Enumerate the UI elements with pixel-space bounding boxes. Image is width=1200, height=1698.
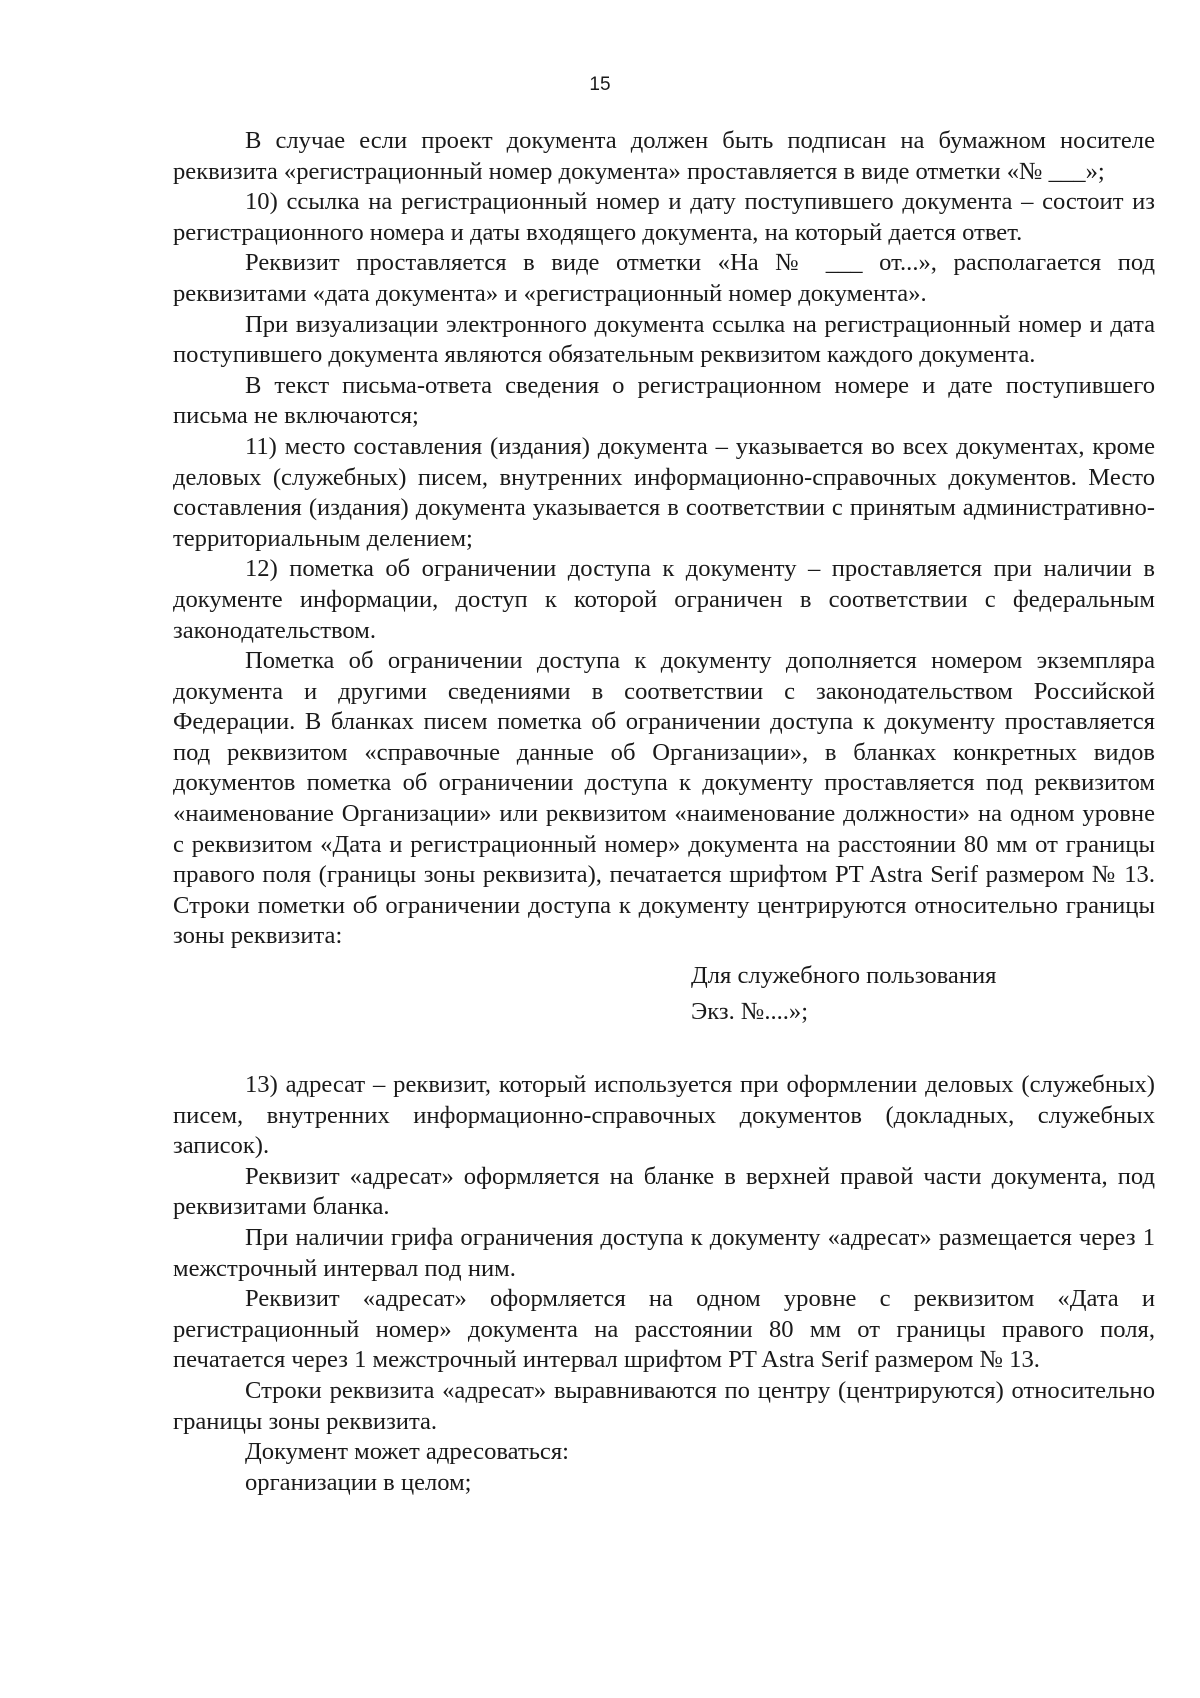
paragraph: Реквизит «адресат» оформляется на бланке в верхней правой части документа, под реквизитами бланка. — [173, 1162, 1155, 1221]
paragraph: В случае если проект документа должен быть подписан на бумажном носителе реквизита «регистрационный номер документа» проставляется в виде отметки «№ ___»; — [173, 127, 1155, 185]
paragraph: 12) пометка об ограничении доступа к документу – проставляется при наличии в документе информации, доступ к которой ограничен в соответствии с федеральным законодательством. — [173, 555, 1155, 644]
document-body — [173, 126, 1155, 1498]
page-number: 15 — [589, 74, 611, 95]
paragraph: Реквизит проставляется в виде отметки «На № ___ от...», располагается под реквизитами «дата документа» и «регистрационный номер документа». — [173, 249, 1155, 307]
paragraph: Пометка об ограничении доступа к документу дополняется номером экземпляра документа и другими сведениями в соответствии с законодательством Российской Федерации. В бланках писем пометка об ограничении доступа к документу проставляется под реквизитом «справочные данные об Организации», в бланках конкретных видов документов пометка об ограничении доступа к документу проставляется под реквизитом «наименование Организации» или реквизитом «наименование должности» на одном уровне с реквизитом «Дата и регистрационный номер» документа на расстоянии 80 мм от границы правого поля (границы зоны реквизита), печатается шрифтом PT Astra Serif размером № 13. Строки пометки об ограничении доступа к документу центрируются относительно границы зоны реквизита: — [173, 647, 1155, 950]
restriction-stamp — [691, 958, 1155, 1030]
paragraph: Реквизит «адресат» оформляется на одном уровне с реквизитом «Дата и регистрационный номер» документа на расстоянии 80 мм от границы правого поля, печатается через 1 межстрочный интервал шрифтом PT Astra Serif размером № 13. — [173, 1285, 1155, 1374]
list-item: организации в целом; — [245, 1468, 472, 1496]
paragraph: 13) адресат – реквизит, который используется при оформлении деловых (служебных) писем, внутренних информационно-справочных документов (докладных, служебных записок). — [173, 1071, 1155, 1160]
paragraph: При наличии грифа ограничения доступа к документу «адресат» размещается через 1 межстрочный интервал под ним. — [173, 1224, 1155, 1282]
paragraph: При визуализации электронного документа ссылка на регистрационный номер и дата поступившего документа являются обязательным реквизитом каждого документа. — [173, 310, 1155, 369]
stamp-line: Для служебного пользования — [691, 962, 997, 990]
stamp-line: Экз. №....»; — [691, 998, 809, 1026]
list-item: Документ может адресоваться: — [245, 1438, 569, 1466]
paragraph: 10) ссылка на регистрационный номер и дату поступившего документа – состоит из регистрационного номера и даты входящего документа, на который дается ответ. — [173, 188, 1155, 246]
paragraph: 11) место составления (издания) документа – указывается во всех документах, кроме деловых (служебных) писем, внутренних информационно-справочных документов. Место составления (издания) документа указывается в соответствии с принятым административно-территориальным делением; — [173, 432, 1155, 552]
paragraph: Строки реквизита «адресат» выравниваются по центру (центрируются) относительно границы зоны реквизита. — [173, 1376, 1155, 1435]
paragraph: В текст письма-ответа сведения о регистрационном номере и дате поступившего письма не включаются; — [173, 371, 1155, 430]
